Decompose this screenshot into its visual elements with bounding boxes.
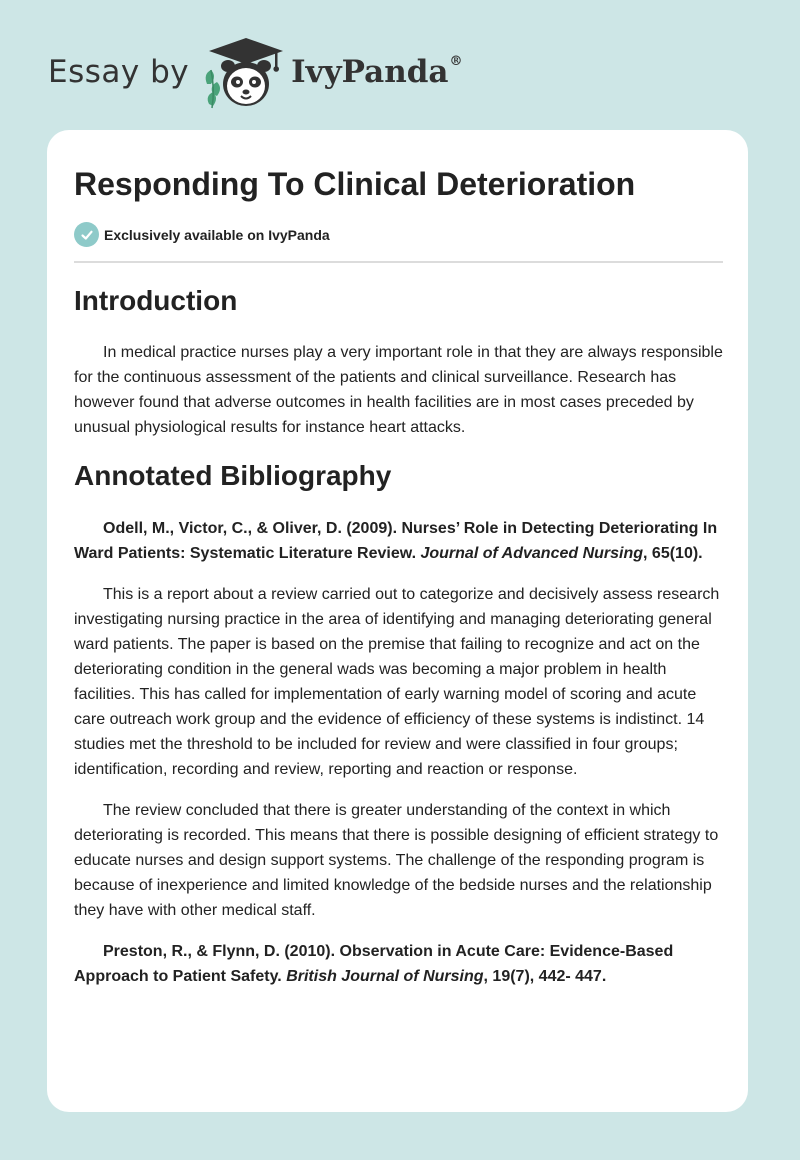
reference-1-journal: Journal of Advanced Nursing [420, 545, 644, 562]
reference-2-journal: British Journal of Nursing [286, 968, 484, 985]
bibliography-heading: Annotated Bibliography [74, 460, 392, 491]
brand-prefix: Essay by [48, 54, 190, 90]
essay-content [74, 282, 723, 1005]
reference-2-main: Preston, R., & Flynn, D. (2010). Observation in Acute Care: Evidence-Based Approach to Patient Safety. [74, 943, 674, 985]
brand-name[interactable]: IvyPanda® [291, 54, 463, 90]
reference-1 [74, 516, 723, 566]
page-title: Responding To Clinical Deterioration [74, 166, 636, 202]
intro-paragraph: In medical practice nurses play a very important role in that they are always responsible for the continuous assessment of the patients and clinical surveillance. Research has however found that adverse outcomes in health facilities are in most cases preceded by unusual physiological results for instance heart attacks. [74, 344, 723, 436]
reference-2-rest: , 19(7), 442- 447. [483, 968, 607, 985]
exclusive-badge [74, 222, 330, 247]
registered-mark: ® [449, 54, 463, 69]
check-icon [74, 222, 99, 247]
reference-1-main: Odell, M., Victor, C., & Oliver, D. (2009). Nurses’ Role in Detecting Deteriorating In Ward Patients: Systematic Literature Review. [74, 520, 718, 562]
exclusive-label: Exclusively available on IvyPanda [104, 226, 330, 243]
reference-1-annotation-1: This is a report about a review carried out to categorize and decisively assess research investigating nursing practice in the area of identifying and managing deteriorating general ward patients. The paper is based on the premise that failing to recognize and act on the deteriorating condition in the general wads was becoming a major problem in health facilities. This has called for implementation of early warning model of scoring and acute care outreach work group and the evidence of efficiency of these systems is indistinct. 14 studies met the threshold to be included for review and were classified in four groups; identification, recording and review, reporting and reaction or response. [74, 586, 720, 778]
graduation-panda-icon[interactable] [203, 34, 289, 110]
intro-heading: Introduction [74, 285, 238, 316]
reference-2 [74, 939, 723, 989]
divider [74, 261, 723, 263]
essay-card [47, 130, 748, 1112]
brand-header [48, 34, 463, 110]
reference-1-annotation-2: The review concluded that there is greater understanding of the context in which deteriorating is recorded. This means that there is possible designing of efficient strategy to educate nurses and design support systems. The challenge of the responding program is because of inexperience and limited knowledge of the bedside nurses and the relationship they have with other medical staff. [74, 802, 719, 919]
reference-1-rest: , 65(10). [643, 545, 703, 562]
